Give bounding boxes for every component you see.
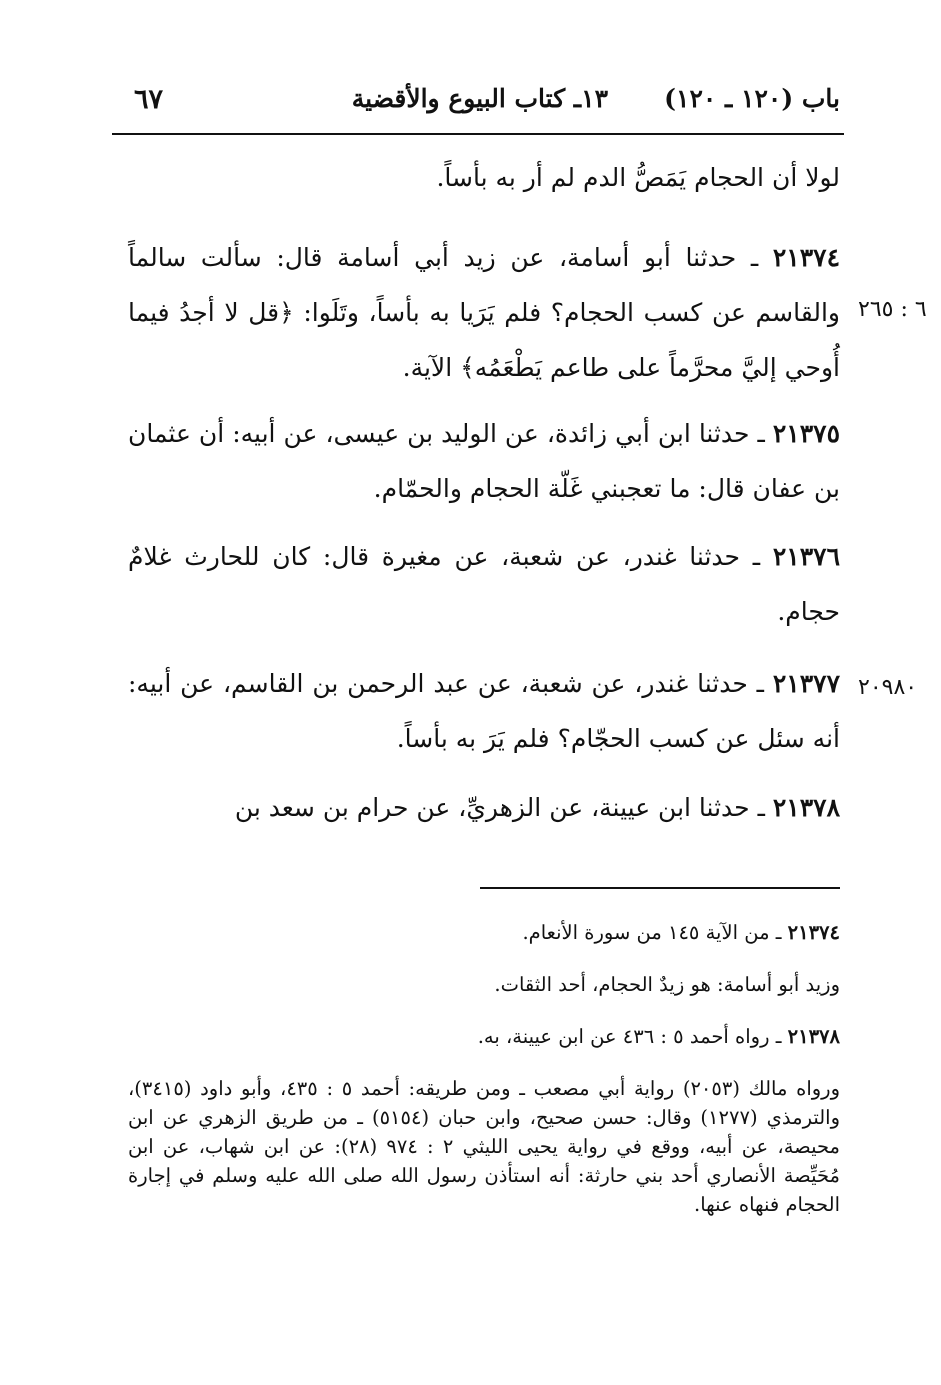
hadith-21377 xyxy=(128,656,840,766)
book-title: ١٣ـ كتاب البيوع والأقضية xyxy=(351,84,608,113)
hadith-21378 xyxy=(128,780,840,835)
footnote-21374 xyxy=(522,918,840,947)
footnote-number: ٢١٣٧٨ xyxy=(787,1025,840,1048)
footnote-number: ٢١٣٧٤ xyxy=(787,921,840,944)
page-number: ٦٧ xyxy=(134,84,164,115)
hadith-text: ـ حدثنا ابن عيينة، عن الزهريِّ، عن حرام بن سعد بن xyxy=(234,793,773,822)
hadith-number: ٢١٣٧٧ xyxy=(772,669,840,698)
hadith-number: ٢١٣٧٦ xyxy=(772,542,840,571)
header-divider xyxy=(112,133,844,135)
hadith-21374 xyxy=(128,230,840,395)
footnote-21378 xyxy=(478,1022,840,1051)
running-header xyxy=(128,78,840,126)
hadith-text: ـ حدثنا ابن أبي زائدة، عن الوليد بن عيسى، عن أبيه: أن عثمان بن عفان قال: ما تعجبني غَلّة الحجام والحمّام. xyxy=(128,419,840,503)
hadith-text: ـ حدثنا غندر، عن شعبة، عن عبد الرحمن بن القاسم، عن أبيه: أنه سئل عن كسب الحجّام؟ فلم يَرَ به بأساً. xyxy=(128,669,840,753)
footnote-note: وزيد أبو أسامة: هو زيدٌ الحجام، أحد الثقات. xyxy=(494,973,840,996)
chapter-range: باب (١٢٠ ـ ١٢٠) xyxy=(664,84,840,113)
hadith-21375 xyxy=(128,406,840,516)
hadith-text: ـ حدثنا غندر، عن شعبة، عن مغيرة قال: كان للحارث غلامٌ حجام. xyxy=(128,542,840,626)
margin-reference: ٢٠٩٨٠ xyxy=(858,675,918,700)
hadith-text: ـ حدثنا أبو أسامة، عن زيد أبي أسامة قال: سألت سالماً والقاسم عن كسب الحجام؟ فلم يَرَيا به بأساً، وتَلَوا: ﴿قل لا أجدُ فيما أُوحي إليَّ محرَّماً على طاعم يَطْعَمُه﴾ الآية. xyxy=(128,243,840,382)
footnote-text: ـ من الآية ١٤٥ من سورة الأنعام. xyxy=(522,921,788,944)
margin-reference: ٦ : ٢٦٥ xyxy=(858,297,927,322)
continuation-paragraph: لولا أن الحجام يَمَصُّ الدم لم أر به بأساً. xyxy=(436,163,840,192)
footnote-divider xyxy=(480,887,840,889)
hadith-number: ٢١٣٧٨ xyxy=(772,793,840,822)
hadith-number: ٢١٣٧٤ xyxy=(772,243,840,272)
footnote-sources: ورواه مالك (٢٠٥٣) رواية أبي مصعب ـ ومن طريقه: أحمد ٥ : ٤٣٥، وأبو داود (٣٤١٥)، والترمذي (١٢٧٧) وقال: حسن صحيح، وابن حبان (٥١٥٤) ـ من طريق الزهري عن ابن محيصة، عن أبيه، ووقع في رواية يحيى الليثي ٢ : ٩٧٤ (٢٨): عن ابن شهاب، عن ابن مُحَيِّصة الأنصاري أحد بني حارثة: أنه استأذن رسول الله صلى الله عليه وسلم في إجارة الحجام فنهاه عنها. xyxy=(128,1077,840,1216)
hadith-21376 xyxy=(128,529,840,639)
hadith-number: ٢١٣٧٥ xyxy=(772,419,840,448)
footnote-text: ـ رواه أحمد ٥ : ٤٣٦ عن ابن عيينة، به. xyxy=(477,1025,788,1048)
